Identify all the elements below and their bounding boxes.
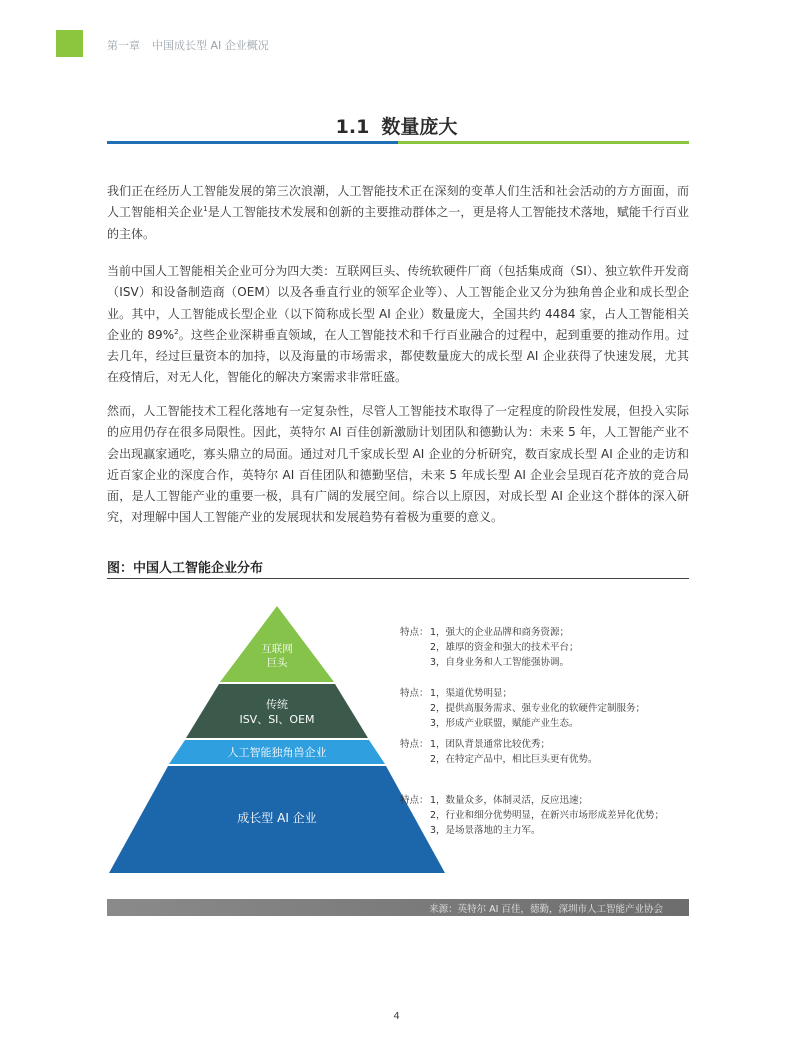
feature-item: 1，强大的企业品牌和商务资源； [430,627,570,638]
feature-item: 1，渠道优势明显； [430,688,513,699]
features-label: 特点： [400,627,429,638]
features-label: 特点： [400,795,429,806]
tier-base-label: 成长型 AI 企业 [237,811,317,825]
tier-second-label-2: ISV、SI、OEM [239,713,315,726]
figure-title: 图：中国人工智能企业分布 [107,561,264,576]
feature-item: 1，团队背景通常比较优秀； [430,739,551,750]
paragraph-2 [107,261,689,389]
section-heading: 数量庞大 [381,116,458,138]
paragraph-2-text-b: 。这些企业深耕垂直领域，在人工智能技术和千行百业融合的过程中，起到重要的推动作用。过去几年，经过巨量资本的加持，以及海量的市场需求，都使数量庞大的成长型 AI 企业获得了快速发展，尤其在疫情后，对无人化，智能化的解决方案需求非常旺盛。 [107,327,689,385]
features-traditional-vendors [400,686,645,731]
title-rule [107,141,689,144]
chapter-marker [56,30,83,57]
feature-item: 2，行业和细分优势明显，在新兴市场形成差异化优势； [430,810,665,821]
feature-item: 3，自身业务和人工智能强协调。 [430,657,570,668]
features-internet-giants [400,625,579,670]
footnote-ref-1: 1 [203,205,208,214]
pyramid-tier-second [186,684,368,738]
paragraph-3: 然而，人工智能技术工程化落地有一定复杂性，尽管人工智能技术取得了一定程度的阶段性发展，但投入实际的应用仍存在很多局限性。因此，英特尔 AI 百佳创新激励计划团队和德勤认为：未来 5 年，人工智能产业不会出现赢家通吃，寡头鼎立的局面。通过对几千家成长型 AI 企业的分析研究，数百家成长型 AI 企业的走访和近百家企业的深度合作，英特尔 AI 百佳团队和德勤坚信，未来 5 年成长型 AI 企业会呈现百花齐放的竞合局面，是人工智能产业的重要一极，具有广阔的发展空间。综合以上原因，对成长型 AI 企业这个群体的深入研究，对理解中国人工智能产业的发展现状和发展趋势有着极为重要的意义。 [107,404,689,525]
tier-top-label-2: 巨头 [266,657,288,669]
section-number: 1.1 [335,116,370,138]
paragraph-1 [107,181,689,245]
page-number: 4 [393,1011,400,1022]
feature-item: 2，雄厚的资金和强大的技术平台； [430,642,579,653]
tier-third-label: 人工智能独角兽企业 [227,746,327,759]
tier-top-label-1: 互联网 [261,643,293,655]
features-label: 特点： [400,739,429,750]
chapter-number: 第一章 [107,39,140,52]
chapter-title: 中国成长型 AI 企业概况 [152,39,269,52]
source-text: 来源：英特尔 AI 百佳，德勤，深圳市人工智能产业协会 [429,904,663,915]
feature-item: 1，数量众多，体制灵活，反应迅速； [430,795,589,806]
feature-item: 2，在特定产品中，相比巨头更有优势。 [430,754,598,765]
feature-item: 2，提供高服务需求、强专业化的软硬件定制服务； [430,703,646,714]
paragraph-1-text-b: 是人工智能技术发展和创新的主要推动群体之一，更是将人工智能技术落地，赋能千行百业的主体。 [107,205,689,241]
running-header [107,37,269,53]
features-label: 特点： [400,688,429,699]
features-unicorns [400,737,598,767]
pyramid-diagram [107,606,447,874]
feature-item: 3，形成产业联盟，赋能产业生态。 [430,718,579,729]
paragraph-1-text-a: 我们正在经历人工智能发展的第三次浪潮，人工智能技术正在深刻的变革人们生活和社会活动的方方面面，而人工智能相关企业 [107,184,689,220]
tier-second-label-1: 传统 [266,698,288,711]
footnote-ref-2: 2 [174,327,179,336]
figure-title-rule [107,578,689,579]
source-bar [107,899,689,916]
section-title [0,112,793,139]
features-growth-ai [400,793,664,838]
paragraph-2-text-a: 当前中国人工智能相关企业可分为四大类：互联网巨头、传统软硬件厂商（包括集成商（SI）、独立软件开发商（ISV）和设备制造商（OEM）以及各垂直行业的领军企业等）、人工智能企业又分为独角兽企业和成长型企业。其中，人工智能成长型企业（以下简称成长型 AI 企业）数量庞大，全国共约 4484 家，占人工智能相关企业的 89% [107,264,689,342]
feature-item: 3，是场景落地的主力军。 [430,825,541,836]
